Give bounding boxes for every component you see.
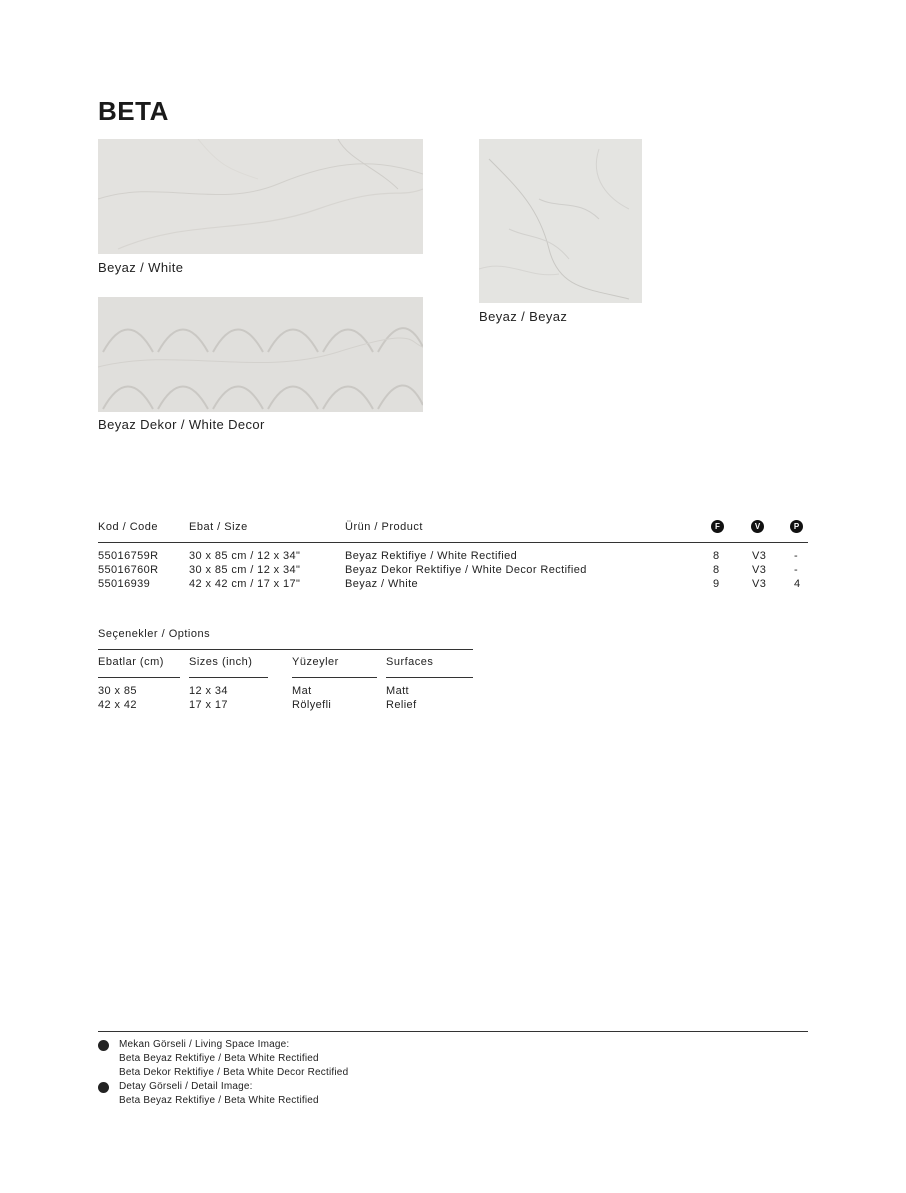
options-col-rule: [189, 677, 268, 678]
badge-f-icon: F: [711, 520, 724, 533]
option-value: 42 x 42: [98, 699, 137, 711]
table-header-size: Ebat / Size: [189, 521, 248, 533]
badge-v-icon: V: [751, 520, 764, 533]
page-title: BETA: [98, 96, 169, 126]
footer-detail-item: Beta Beyaz Rektifiye / Beta White Rectified: [119, 1095, 319, 1106]
row-f: 8: [713, 550, 720, 562]
options-top-rule: [98, 649, 473, 650]
options-header-yuzeyler: Yüzeyler: [292, 656, 339, 668]
option-value: Relief: [386, 699, 417, 711]
row-f: 8: [713, 564, 720, 576]
option-value: 30 x 85: [98, 685, 137, 697]
option-value: Mat: [292, 685, 312, 697]
row-v: V3: [752, 550, 767, 562]
row-code: 55016939: [98, 578, 151, 590]
row-v: V3: [752, 578, 767, 590]
footer-living-label: Mekan Görseli / Living Space Image:: [119, 1039, 290, 1050]
footer-rule: [98, 1031, 808, 1032]
tile-image-square: [479, 139, 642, 303]
row-size: 30 x 85 cm / 12 x 34": [189, 550, 301, 562]
tile-caption-square: Beyaz / Beyaz: [479, 309, 568, 324]
row-p: -: [794, 550, 799, 562]
row-size: 30 x 85 cm / 12 x 34": [189, 564, 301, 576]
table-header-code: Kod / Code: [98, 521, 159, 533]
table-header-product: Ürün / Product: [345, 521, 423, 533]
table-header-rule: [98, 542, 808, 543]
detail-image-icon: [98, 1082, 109, 1093]
footer-living-item: Beta Dekor Rektifiye / Beta White Decor Rectified: [119, 1067, 349, 1078]
row-product: Beyaz Dekor Rektifiye / White Decor Rectified: [345, 564, 587, 576]
row-size: 42 x 42 cm / 17 x 17": [189, 578, 301, 590]
row-product: Beyaz Rektifiye / White Rectified: [345, 550, 518, 562]
options-col-rule: [386, 677, 473, 678]
footer-living-item: Beta Beyaz Rektifiye / Beta White Rectified: [119, 1053, 319, 1064]
options-header-sizes-cm: Ebatlar (cm): [98, 656, 164, 668]
row-p: -: [794, 564, 799, 576]
tile-image-decor: [98, 297, 423, 412]
tile-image-white: [98, 139, 423, 254]
options-header-surfaces: Surfaces: [386, 656, 434, 668]
option-value: Rölyefli: [292, 699, 332, 711]
row-code: 55016760R: [98, 564, 159, 576]
living-space-icon: [98, 1040, 109, 1051]
options-col-rule: [292, 677, 377, 678]
options-col-rule: [98, 677, 180, 678]
badge-p-icon: P: [790, 520, 803, 533]
option-value: Matt: [386, 685, 409, 697]
row-code: 55016759R: [98, 550, 159, 562]
footer-detail-label: Detay Görseli / Detail Image:: [119, 1081, 253, 1092]
row-v: V3: [752, 564, 767, 576]
options-title: Seçenekler / Options: [98, 628, 211, 640]
options-header-sizes-inch: Sizes (inch): [189, 656, 253, 668]
row-product: Beyaz / White: [345, 578, 419, 590]
row-p: 4: [794, 578, 801, 590]
tile-caption-decor: Beyaz Dekor / White Decor: [98, 417, 265, 432]
row-f: 9: [713, 578, 720, 590]
option-value: 12 x 34: [189, 685, 228, 697]
option-value: 17 x 17: [189, 699, 228, 711]
tile-caption-white: Beyaz / White: [98, 260, 184, 275]
